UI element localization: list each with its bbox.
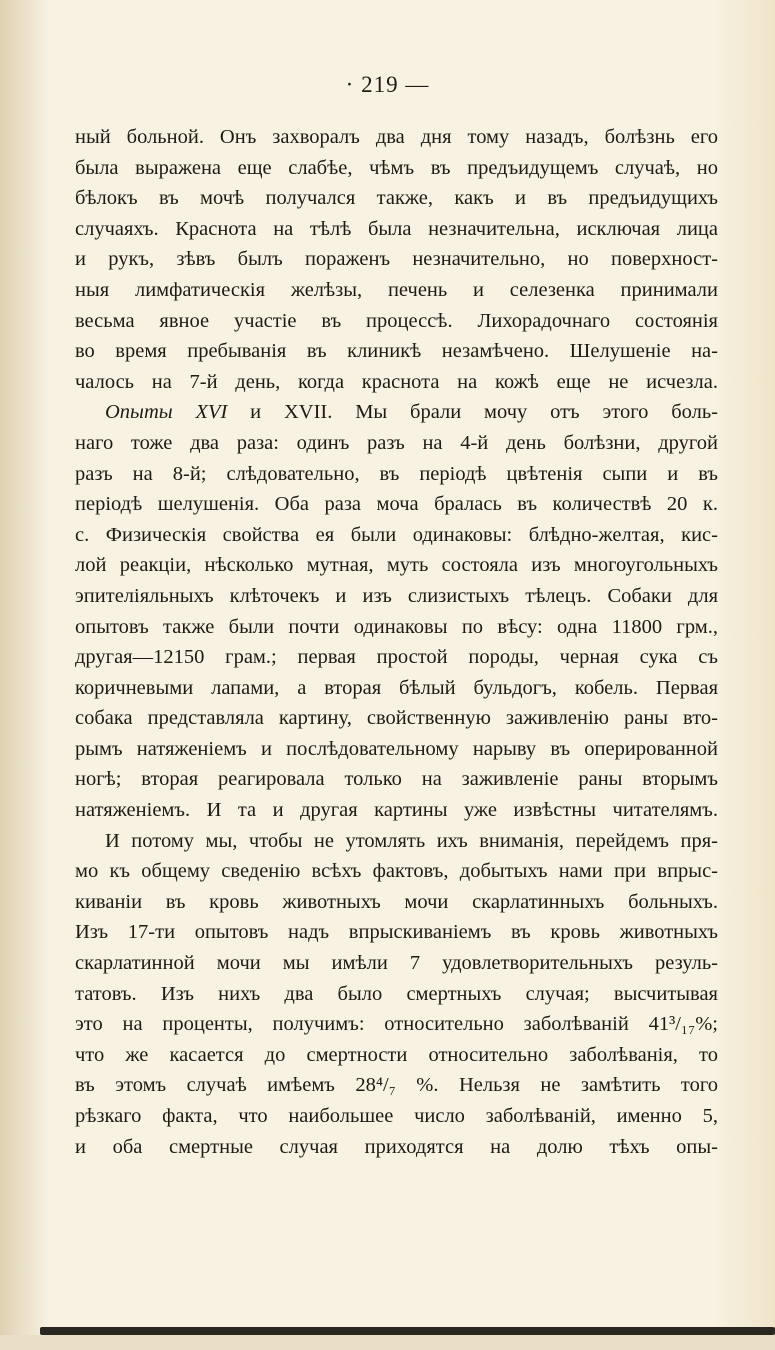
text-line [75, 826, 718, 857]
text-line [75, 795, 718, 826]
line-text: татовъ. Изъ нихъ два было смертныхъ случая; высчитывая [75, 982, 718, 1005]
line-text: и рукъ, зѣвъ былъ пораженъ незначительно, но поверхност- [75, 248, 718, 271]
text-line [75, 428, 718, 459]
text-line [75, 489, 718, 520]
line-text: с. Физическія свойства ея были одинаковы: блѣдно-желтая, кис- [75, 523, 718, 546]
text-line [75, 336, 718, 367]
line-text: наго тоже два раза: одинъ разъ на 4-й день болѣзни, другой [75, 431, 718, 454]
text-line [75, 550, 718, 581]
line-text: и XVII. Мы брали мочу отъ этого боль- [227, 401, 718, 424]
text-line [75, 367, 718, 398]
line-text: опытовъ также были почти одинаковы по вѣсу: одна 11800 грм., [75, 615, 718, 638]
text-line [75, 1070, 718, 1101]
line-text: ныя лимфатическія желѣзы, печень и селезенка принимали [75, 278, 718, 301]
line-text: натяженіемъ. И та и другая картины уже извѣстны читателямъ. [75, 799, 718, 822]
text-line [75, 1040, 718, 1071]
line-text: что же касается до смертности относительно заболѣванія, то [75, 1043, 718, 1066]
text-line [75, 703, 718, 734]
text-line [75, 183, 718, 214]
text-line [75, 244, 718, 275]
text-line [75, 764, 718, 795]
line-text: была выражена еще слабѣе, чѣмъ въ предъидущемъ случаѣ, но [75, 156, 718, 179]
text-line [75, 979, 718, 1010]
page-bottom-edge [40, 1327, 775, 1335]
line-text: коричневыми лапами, а вторая бѣлый бульдогъ, кобель. Первая [75, 676, 718, 699]
line-text: мо къ общему сведенію всѣхъ фактовъ, добытыхъ нами при впрыс- [75, 860, 718, 883]
line-text: рѣзкаго факта, что наибольшее число заболѣваній, именно 5, [75, 1105, 718, 1127]
text-line [75, 856, 718, 887]
text-line [75, 1132, 718, 1163]
text-line [75, 520, 718, 551]
text-line [75, 122, 718, 153]
text-line [75, 581, 718, 612]
text-line [75, 1101, 718, 1132]
italic-heading: Опыты XVI [105, 401, 228, 424]
line-text: эпителіяльныхъ клѣточекъ и изъ слизистыхъ тѣлецъ. Собаки для [75, 584, 718, 607]
body-text [75, 122, 718, 1162]
line-text: другая—12150 грам.; первая простой породы, черная сука съ [75, 646, 718, 669]
line-text: чалось на 7-й день, когда краснота на кожѣ еще не исчезла. [75, 370, 718, 393]
line-text: ногѣ; вторая реагировала только на заживленіе раны вторымъ [75, 768, 718, 791]
line-text: и оба смертные случая приходятся на долю тѣхъ опы- [75, 1135, 718, 1158]
line-text: это на проценты, получимъ: относительно заболѣваній 41³/₁₇%; [75, 1013, 718, 1036]
text-line [75, 673, 718, 704]
text-line [75, 612, 718, 643]
text-line [75, 948, 718, 979]
text-line [75, 214, 718, 245]
page-number: · 219 — [345, 72, 430, 97]
line-text: И потому мы, чтобы не утомлять ихъ вниманія, перейдемъ пря- [105, 829, 718, 852]
line-text: бѣлокъ въ мочѣ получался также, какъ и въ предъидущихъ [75, 187, 718, 210]
line-text: лой реакціи, нѣсколько мутная, муть состояла изъ многоугольныхъ [75, 554, 718, 577]
line-text: періодѣ шелушенія. Оба раза моча бралась въ количествѣ 20 к. [75, 493, 718, 516]
text-line [75, 275, 718, 306]
line-text: ный больной. Онъ захворалъ два дня тому назадъ, болѣзнь его [75, 126, 718, 148]
line-text: скарлатинной мочи мы имѣли 7 удовлетворительныхъ резуль- [75, 952, 718, 975]
text-line [75, 1009, 718, 1040]
text-line [75, 306, 718, 337]
text-line [75, 459, 718, 490]
line-text: рымъ натяженіемъ и послѣдовательному нарыву въ оперированной [75, 737, 718, 760]
page-gutter-shadow [0, 0, 50, 1350]
line-text: во время пребыванія въ клиникѣ незамѣчено. Шелушеніе на- [75, 340, 718, 363]
line-text: случаяхъ. Краснота на тѣлѣ была незначительна, исключая лица [75, 217, 718, 240]
line-text: киваніи въ кровь животныхъ мочи скарлатинныхъ больныхъ. [75, 890, 718, 913]
text-line [75, 153, 718, 184]
page-bottom-margin [0, 1335, 775, 1350]
line-text: Изъ 17-ти опытовъ надъ впрыскиваніемъ въ кровь животныхъ [75, 921, 718, 944]
line-text: собака представляла картину, свойственную заживленію раны вто- [75, 707, 718, 730]
text-line [75, 642, 718, 673]
text-line [75, 734, 718, 765]
line-text: въ этомъ случаѣ имѣемъ 28⁴/₇ %. Нельзя не замѣтить того [75, 1074, 718, 1097]
text-line [75, 397, 718, 428]
line-text: весьма явное участіе въ процессѣ. Лихорадочнаго состоянія [75, 309, 718, 332]
text-line [75, 917, 718, 948]
line-text: разъ на 8-й; слѣдовательно, въ періодѣ цвѣтенія сыпи и въ [75, 462, 718, 485]
text-line [75, 887, 718, 918]
